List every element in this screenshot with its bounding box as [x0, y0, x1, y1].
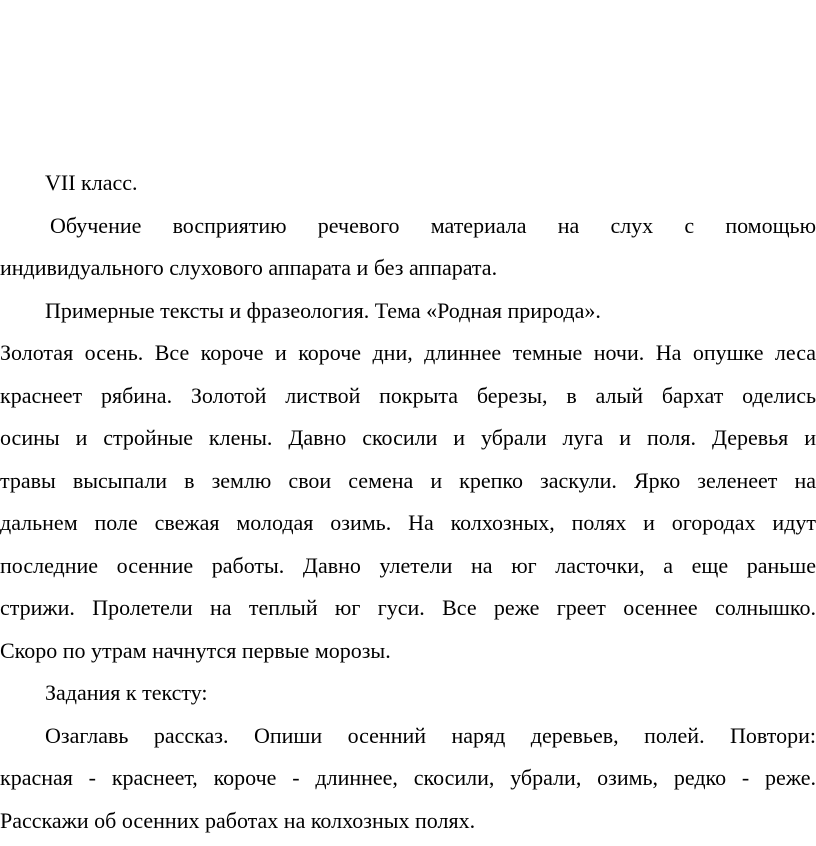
document-page — [0, 162, 816, 842]
story-line-3: осины и стройные клены. Давно скосили и убрали луга и поля. Деревья и — [0, 425, 816, 450]
story-line-6: последние осенние работы. Давно улетели на юг ласточки, а еще раньше — [0, 552, 816, 578]
topic-line-2: индивидуального слухового аппарата и без аппарата. — [0, 255, 498, 280]
story-line-4: травы высыпали в землю свои семена и крепко заскули. Ярко зеленеет на — [0, 467, 816, 493]
story-line-2: краснеет рябина. Золотой листвой покрыта березы, в алый бархат оделись — [0, 382, 816, 408]
texts-heading: Примерные тексты и фразеология. Тема «Родная природа». — [45, 297, 601, 323]
tasks-line-2: красная - краснеет, короче - длиннее, скосили, убрали, озимь, редко - реже. — [0, 765, 816, 790]
story-line-8: Скоро по утрам начнутся первые морозы. — [0, 637, 391, 663]
topic-line-1: Обучение восприятию речевого материала на слух с помощью — [50, 212, 816, 238]
story-line-7: стрижи. Пролетели на теплый юг гуси. Все реже греет осеннее солнышко. — [0, 595, 816, 620]
tasks-line-3: Расскажи об осенних работах на колхозных полях. — [0, 807, 476, 833]
class-heading: VII класс. — [45, 170, 138, 195]
tasks-line-1: Озаглавь рассказ. Опиши осенний наряд деревьев, полей. Повтори: — [45, 722, 816, 748]
story-line-5: дальнем поле свежая молодая озимь. На колхозных, полях и огородах идут — [0, 510, 816, 535]
tasks-heading: Задания к тексту: — [45, 680, 208, 705]
story-line-1: Золотая осень. Все короче и короче дни, длиннее темные ночи. На опушке леса — [0, 340, 816, 365]
